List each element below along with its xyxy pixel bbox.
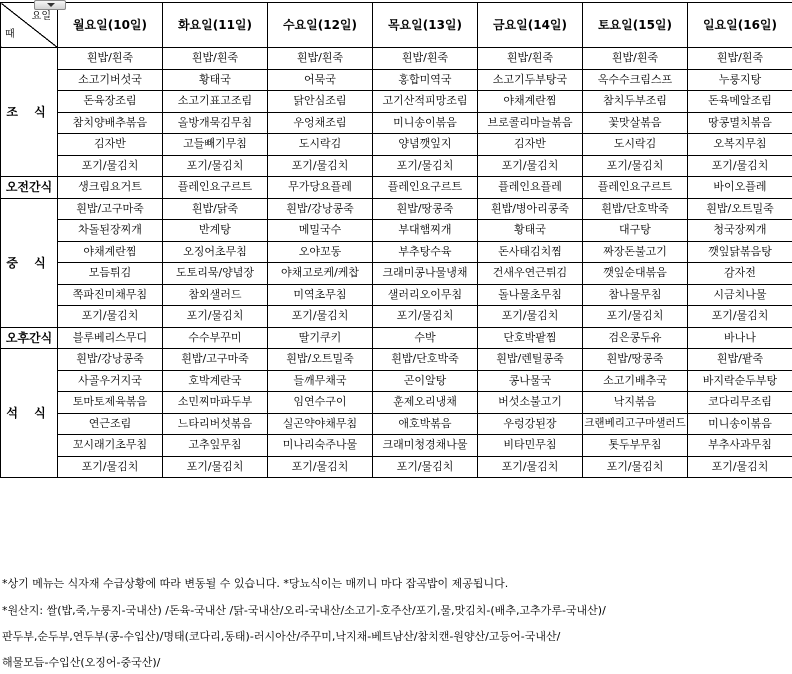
menu-cell: 소민찌마파두부 bbox=[163, 392, 268, 414]
menu-cell: 시금치나물 bbox=[688, 284, 792, 306]
meal-label-dinner: 석 식 bbox=[1, 349, 58, 478]
menu-cell: 포기/물김치 bbox=[688, 456, 792, 478]
menu-cell: 수수부꾸미 bbox=[163, 327, 268, 349]
menu-cell: 소고기버섯국 bbox=[58, 69, 163, 91]
menu-cell: 포기/물김치 bbox=[688, 155, 792, 177]
lunch-row bbox=[1, 284, 792, 306]
breakfast-row bbox=[1, 48, 792, 70]
menu-cell: 짜장돈불고기 bbox=[583, 241, 688, 263]
menu-cell: 흰밥/오트밀죽 bbox=[268, 349, 373, 371]
menu-cell: 플레인요구르트 bbox=[373, 177, 478, 199]
menu-cell: 브로콜리마늘볶음 bbox=[478, 112, 583, 134]
menu-cell: 포기/물김치 bbox=[268, 155, 373, 177]
menu-cell: 미니송이볶음 bbox=[373, 112, 478, 134]
menu-cell: 흰밥/고구마죽 bbox=[58, 198, 163, 220]
afternoon-snack-row bbox=[1, 327, 792, 349]
menu-cell: 바이오플레 bbox=[688, 177, 792, 199]
menu-cell: 참치양배추볶음 bbox=[58, 112, 163, 134]
menu-cell: 옥수수크림스프 bbox=[583, 69, 688, 91]
menu-cell: 흰밥/흰죽 bbox=[478, 48, 583, 70]
menu-cell: 돌나물초무침 bbox=[478, 284, 583, 306]
menu-cell: 돈육장조림 bbox=[58, 91, 163, 113]
menu-cell: 참나물무침 bbox=[583, 284, 688, 306]
menu-cell: 임연수구이 bbox=[268, 392, 373, 414]
menu-cell: 낙지볶음 bbox=[583, 392, 688, 414]
menu-cell: 검은콩두유 bbox=[583, 327, 688, 349]
menu-cell: 오징어초무침 bbox=[163, 241, 268, 263]
morning-snack-row bbox=[1, 177, 792, 199]
menu-cell: 훈제오리냉채 bbox=[373, 392, 478, 414]
menu-cell: 모듬튀김 bbox=[58, 263, 163, 285]
menu-cell: 포기/물김치 bbox=[583, 456, 688, 478]
lunch-row bbox=[1, 263, 792, 285]
menu-cell: 야채고로케/케찹 bbox=[268, 263, 373, 285]
lunch-row bbox=[1, 306, 792, 328]
menu-cell: 닭안심조림 bbox=[268, 91, 373, 113]
menu-cell: 참외샐러드 bbox=[163, 284, 268, 306]
menu-cell: 포기/물김치 bbox=[58, 155, 163, 177]
menu-cell: 포기/물김치 bbox=[58, 306, 163, 328]
menu-cell: 포기/물김치 bbox=[478, 306, 583, 328]
filter-dropdown-button[interactable] bbox=[34, 0, 66, 10]
menu-cell: 플레인요플레 bbox=[478, 177, 583, 199]
menu-cell: 플레인요구르트 bbox=[163, 177, 268, 199]
menu-cell: 포기/물김치 bbox=[688, 306, 792, 328]
menu-cell: 김자반 bbox=[58, 134, 163, 156]
menu-cell: 우엉채조림 bbox=[268, 112, 373, 134]
dinner-row bbox=[1, 413, 792, 435]
menu-cell: 흰밥/흰죽 bbox=[163, 48, 268, 70]
menu-cell: 흰밥/렌틸콩죽 bbox=[478, 349, 583, 371]
note-line: 해물모듬-수입산(오징어-중국산)/ bbox=[2, 656, 161, 669]
menu-cell: 건새우연근튀김 bbox=[478, 263, 583, 285]
dinner-row bbox=[1, 349, 792, 371]
menu-cell: 흰밥/오트밀죽 bbox=[688, 198, 792, 220]
meal-label-breakfast: 조 식 bbox=[1, 48, 58, 177]
menu-cell: 올방개묵김무침 bbox=[163, 112, 268, 134]
menu-cell: 황태국 bbox=[478, 220, 583, 242]
menu-cell: 포기/물김치 bbox=[478, 456, 583, 478]
menu-cell: 포기/물김치 bbox=[163, 306, 268, 328]
menu-cell: 곤이알탕 bbox=[373, 370, 478, 392]
menu-cell: 땅콩멸치볶음 bbox=[688, 112, 792, 134]
menu-cell: 꽃맛살볶음 bbox=[583, 112, 688, 134]
menu-cell: 실곤약야채무침 bbox=[268, 413, 373, 435]
menu-cell: 흰밥/고구마죽 bbox=[163, 349, 268, 371]
menu-cell: 바지락순두부탕 bbox=[688, 370, 792, 392]
breakfast-row bbox=[1, 91, 792, 113]
meal-label-afternoon-snack: 오후간식 bbox=[1, 327, 58, 349]
menu-cell: 황태국 bbox=[163, 69, 268, 91]
day-header: 목요일(13일) bbox=[373, 3, 478, 48]
menu-cell: 토마토제육볶음 bbox=[58, 392, 163, 414]
menu-cell: 오야꼬동 bbox=[268, 241, 373, 263]
menu-cell: 돈육메알조림 bbox=[688, 91, 792, 113]
menu-cell: 포기/물김치 bbox=[163, 456, 268, 478]
menu-cell: 흰밥/닭죽 bbox=[163, 198, 268, 220]
menu-cell: 콩나물국 bbox=[478, 370, 583, 392]
dinner-row bbox=[1, 456, 792, 478]
menu-cell: 들깨무채국 bbox=[268, 370, 373, 392]
dinner-row bbox=[1, 435, 792, 457]
day-header: 월요일(10일) bbox=[58, 3, 163, 48]
menu-cell: 부추탕수육 bbox=[373, 241, 478, 263]
breakfast-row bbox=[1, 134, 792, 156]
menu-cell: 생크림요거트 bbox=[58, 177, 163, 199]
menu-cell: 깻잎순대볶음 bbox=[583, 263, 688, 285]
day-header: 수요일(12일) bbox=[268, 3, 373, 48]
menu-cell: 오복지무침 bbox=[688, 134, 792, 156]
menu-cell: 흰밥/단호박죽 bbox=[583, 198, 688, 220]
menu-cell: 야채계란찜 bbox=[58, 241, 163, 263]
menu-cell: 부대햄찌개 bbox=[373, 220, 478, 242]
breakfast-row bbox=[1, 112, 792, 134]
menu-cell: 흰밥/강낭콩죽 bbox=[58, 349, 163, 371]
menu-cell: 톳두부무침 bbox=[583, 435, 688, 457]
menu-cell: 청국장찌개 bbox=[688, 220, 792, 242]
menu-cell: 블루베리스무디 bbox=[58, 327, 163, 349]
menu-cell: 대구탕 bbox=[583, 220, 688, 242]
menu-cell: 흰밥/병아리콩죽 bbox=[478, 198, 583, 220]
menu-cell: 우렁강된장 bbox=[478, 413, 583, 435]
menu-cell: 미나리숙주나물 bbox=[268, 435, 373, 457]
menu-cell: 호박계란국 bbox=[163, 370, 268, 392]
menu-cell: 무가당요플레 bbox=[268, 177, 373, 199]
note-line: *원산지: 쌀(밥,죽,누룽지-국내산) /돈육-국내산 /닭-국내산/오리-국내산/소고기-호주산/포기,물,맛김치-(배추,고추가루-국내산)/ bbox=[2, 604, 606, 617]
menu-cell: 야채계란찜 bbox=[478, 91, 583, 113]
menu-cell: 흰밥/땅콩죽 bbox=[373, 198, 478, 220]
menu-cell: 차돌된장찌개 bbox=[58, 220, 163, 242]
day-header: 토요일(15일) bbox=[583, 3, 688, 48]
menu-cell: 흰밥/흰죽 bbox=[373, 48, 478, 70]
weekly-menu-table bbox=[0, 2, 792, 478]
menu-cell: 포기/물김치 bbox=[268, 306, 373, 328]
lunch-row bbox=[1, 220, 792, 242]
menu-cell: 포기/물김치 bbox=[373, 155, 478, 177]
menu-cell: 코다리무조림 bbox=[688, 392, 792, 414]
menu-cell: 포기/물김치 bbox=[478, 155, 583, 177]
menu-cell: 반계탕 bbox=[163, 220, 268, 242]
dinner-row bbox=[1, 370, 792, 392]
menu-cell: 고기산적피망조림 bbox=[373, 91, 478, 113]
menu-cell: 흰밥/흰죽 bbox=[268, 48, 373, 70]
lunch-row bbox=[1, 241, 792, 263]
menu-cell: 단호박팥찜 bbox=[478, 327, 583, 349]
meal-label-lunch: 중 식 bbox=[1, 198, 58, 327]
menu-cell: 사골우거지국 bbox=[58, 370, 163, 392]
menu-cell: 꼬시래기초무침 bbox=[58, 435, 163, 457]
menu-cell: 샐러리오이무침 bbox=[373, 284, 478, 306]
menu-cell: 포기/물김치 bbox=[373, 456, 478, 478]
menu-cell: 포기/물김치 bbox=[163, 155, 268, 177]
menu-cell: 포기/물김치 bbox=[583, 155, 688, 177]
menu-cell: 수박 bbox=[373, 327, 478, 349]
menu-cell: 포기/물김치 bbox=[373, 306, 478, 328]
menu-cell: 미역초무침 bbox=[268, 284, 373, 306]
menu-cell: 깻잎닭볶음탕 bbox=[688, 241, 792, 263]
menu-cell: 포기/물김치 bbox=[58, 456, 163, 478]
menu-cell: 딸기쿠키 bbox=[268, 327, 373, 349]
menu-cell: 포기/물김치 bbox=[268, 456, 373, 478]
menu-cell: 소고기두부탕국 bbox=[478, 69, 583, 91]
note-line: 판두부,순두부,연두부(콩-수입산)/명태(코다리,동태)-러시아산/주꾸미,낙지채-베트남산/참치캔-원양산/고등어-국내산/ bbox=[2, 630, 561, 643]
menu-cell: 참치두부조림 bbox=[583, 91, 688, 113]
menu-cell: 소고기배추국 bbox=[583, 370, 688, 392]
menu-cell: 도시락김 bbox=[268, 134, 373, 156]
menu-cell: 감자전 bbox=[688, 263, 792, 285]
menu-cell: 흰밥/흰죽 bbox=[58, 48, 163, 70]
day-header: 금요일(14일) bbox=[478, 3, 583, 48]
menu-cell: 쪽파진미채무침 bbox=[58, 284, 163, 306]
menu-cell: 흰밥/강낭콩죽 bbox=[268, 198, 373, 220]
dinner-row bbox=[1, 392, 792, 414]
menu-cell: 소고기표고조림 bbox=[163, 91, 268, 113]
menu-cell: 흰밥/땅콩죽 bbox=[583, 349, 688, 371]
menu-cell: 연근조림 bbox=[58, 413, 163, 435]
corner-meal-label: 때 bbox=[5, 29, 15, 40]
menu-cell: 미니송이볶음 bbox=[688, 413, 792, 435]
breakfast-row bbox=[1, 155, 792, 177]
menu-cell: 김자반 bbox=[478, 134, 583, 156]
menu-cell: 흰밥/흰죽 bbox=[583, 48, 688, 70]
menu-cell: 돈사태김치찜 bbox=[478, 241, 583, 263]
menu-cell: 흰밥/흰죽 bbox=[688, 48, 792, 70]
day-header: 화요일(11일) bbox=[163, 3, 268, 48]
menu-cell: 크랜베리고구마샐러드 bbox=[583, 413, 688, 435]
note-line: *상기 메뉴는 식자재 수급상황에 따라 변동될 수 있습니다. *당뇨식이는 매끼니 마다 잡곡밥이 제공됩니다. bbox=[2, 577, 509, 590]
menu-cell: 어묵국 bbox=[268, 69, 373, 91]
menu-cell: 버섯소불고기 bbox=[478, 392, 583, 414]
menu-cell: 도시락김 bbox=[583, 134, 688, 156]
menu-cell: 고추잎무침 bbox=[163, 435, 268, 457]
lunch-row bbox=[1, 198, 792, 220]
corner-day-label: 요일 bbox=[31, 11, 51, 22]
menu-cell: 바나나 bbox=[688, 327, 792, 349]
menu-cell: 흰밥/팥죽 bbox=[688, 349, 792, 371]
meal-label-morning-snack: 오전간식 bbox=[1, 177, 58, 199]
menu-cell: 도토리묵/양념장 bbox=[163, 263, 268, 285]
day-header: 일요일(16일) bbox=[688, 3, 792, 48]
menu-cell: 플레인요구르트 bbox=[583, 177, 688, 199]
menu-cell: 애호박볶음 bbox=[373, 413, 478, 435]
menu-cell: 비타민무침 bbox=[478, 435, 583, 457]
menu-cell: 느타리버섯볶음 bbox=[163, 413, 268, 435]
menu-cell: 크래미콩나물냉채 bbox=[373, 263, 478, 285]
menu-cell: 흰밥/단호박죽 bbox=[373, 349, 478, 371]
header-row bbox=[1, 3, 792, 48]
menu-cell: 부추사과무침 bbox=[688, 435, 792, 457]
menu-cell: 양념깻잎지 bbox=[373, 134, 478, 156]
menu-cell: 홍합미역국 bbox=[373, 69, 478, 91]
breakfast-row bbox=[1, 69, 792, 91]
menu-cell: 고들빼기무침 bbox=[163, 134, 268, 156]
menu-cell: 포기/물김치 bbox=[583, 306, 688, 328]
menu-cell: 메밀국수 bbox=[268, 220, 373, 242]
menu-cell: 누룽지탕 bbox=[688, 69, 792, 91]
menu-cell: 크래미청경채나물 bbox=[373, 435, 478, 457]
